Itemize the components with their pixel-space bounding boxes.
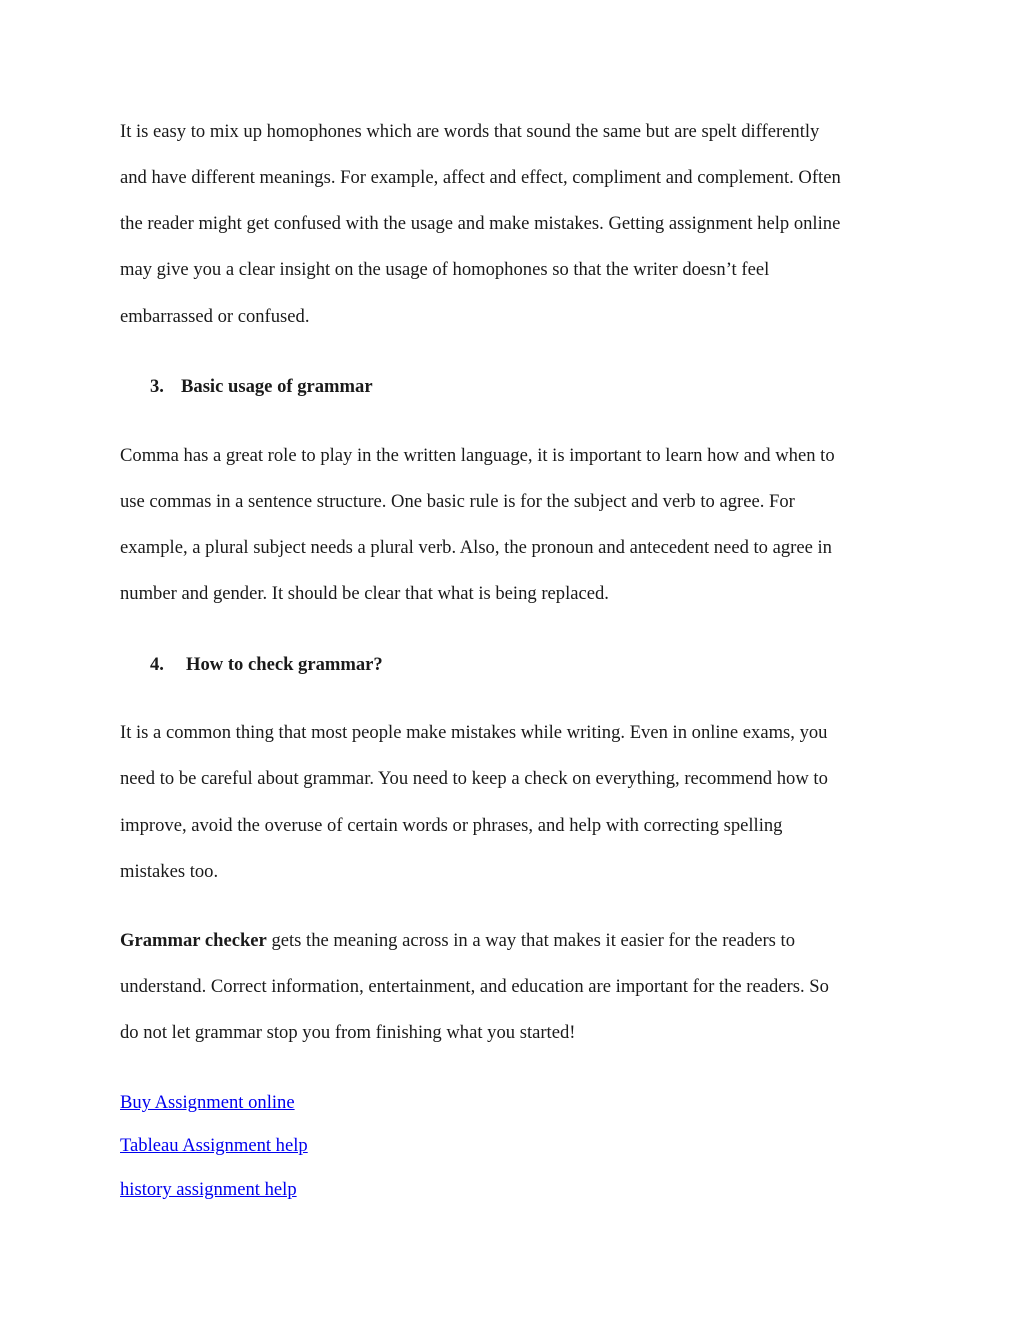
paragraph-line: It is easy to mix up homophones which are words that sound the same but are spelt differently (120, 121, 820, 142)
paragraph-line: embarrassed or confused. (120, 306, 310, 327)
paragraph-line: number and gender. It should be clear that what is being replaced. (120, 583, 609, 604)
section-heading-4 (150, 654, 383, 676)
paragraph-line: the reader might get confused with the usage and make mistakes. Getting assignment help online (120, 213, 841, 234)
paragraph-line: do not let grammar stop you from finishing what you started! (120, 1022, 576, 1043)
paragraph-line: Comma has a great role to play in the written language, it is important to learn how and when to (120, 445, 835, 466)
section-heading-3 (150, 376, 373, 398)
paragraph-line (120, 930, 795, 952)
paragraph-line: mistakes too. (120, 861, 219, 882)
heading-number: 4. (150, 654, 164, 675)
link-tableau-assignment-help[interactable]: Tableau Assignment help (120, 1135, 308, 1156)
bold-term: Grammar checker (120, 930, 267, 951)
paragraph-line: use commas in a sentence structure. One basic rule is for the subject and verb to agree. For (120, 491, 795, 512)
paragraph-line: understand. Correct information, entertainment, and education are important for the readers. So (120, 976, 829, 997)
heading-number: 3. (150, 376, 164, 397)
paragraph-line: may give you a clear insight on the usage of homophones so that the writer doesn’t feel (120, 259, 770, 280)
paragraph-line: example, a plural subject needs a plural verb. Also, the pronoun and antecedent need to agree in (120, 537, 832, 558)
paragraph-line: It is a common thing that most people make mistakes while writing. Even in online exams, you (120, 722, 828, 743)
paragraph-line: and have different meanings. For example, affect and effect, compliment and complement. Often (120, 167, 841, 188)
link-buy-assignment-online[interactable]: Buy Assignment online (120, 1092, 295, 1113)
paragraph-line: need to be careful about grammar. You need to keep a check on everything, recommend how to (120, 768, 828, 789)
heading-title: Basic usage of grammar (181, 376, 373, 397)
paragraph-line: improve, avoid the overuse of certain words or phrases, and help with correcting spelling (120, 815, 783, 836)
heading-title: How to check grammar? (186, 654, 383, 675)
paragraph-line-rest: gets the meaning across in a way that makes it easier for the readers to (266, 930, 795, 951)
link-history-assignment-help[interactable]: history assignment help (120, 1179, 297, 1200)
